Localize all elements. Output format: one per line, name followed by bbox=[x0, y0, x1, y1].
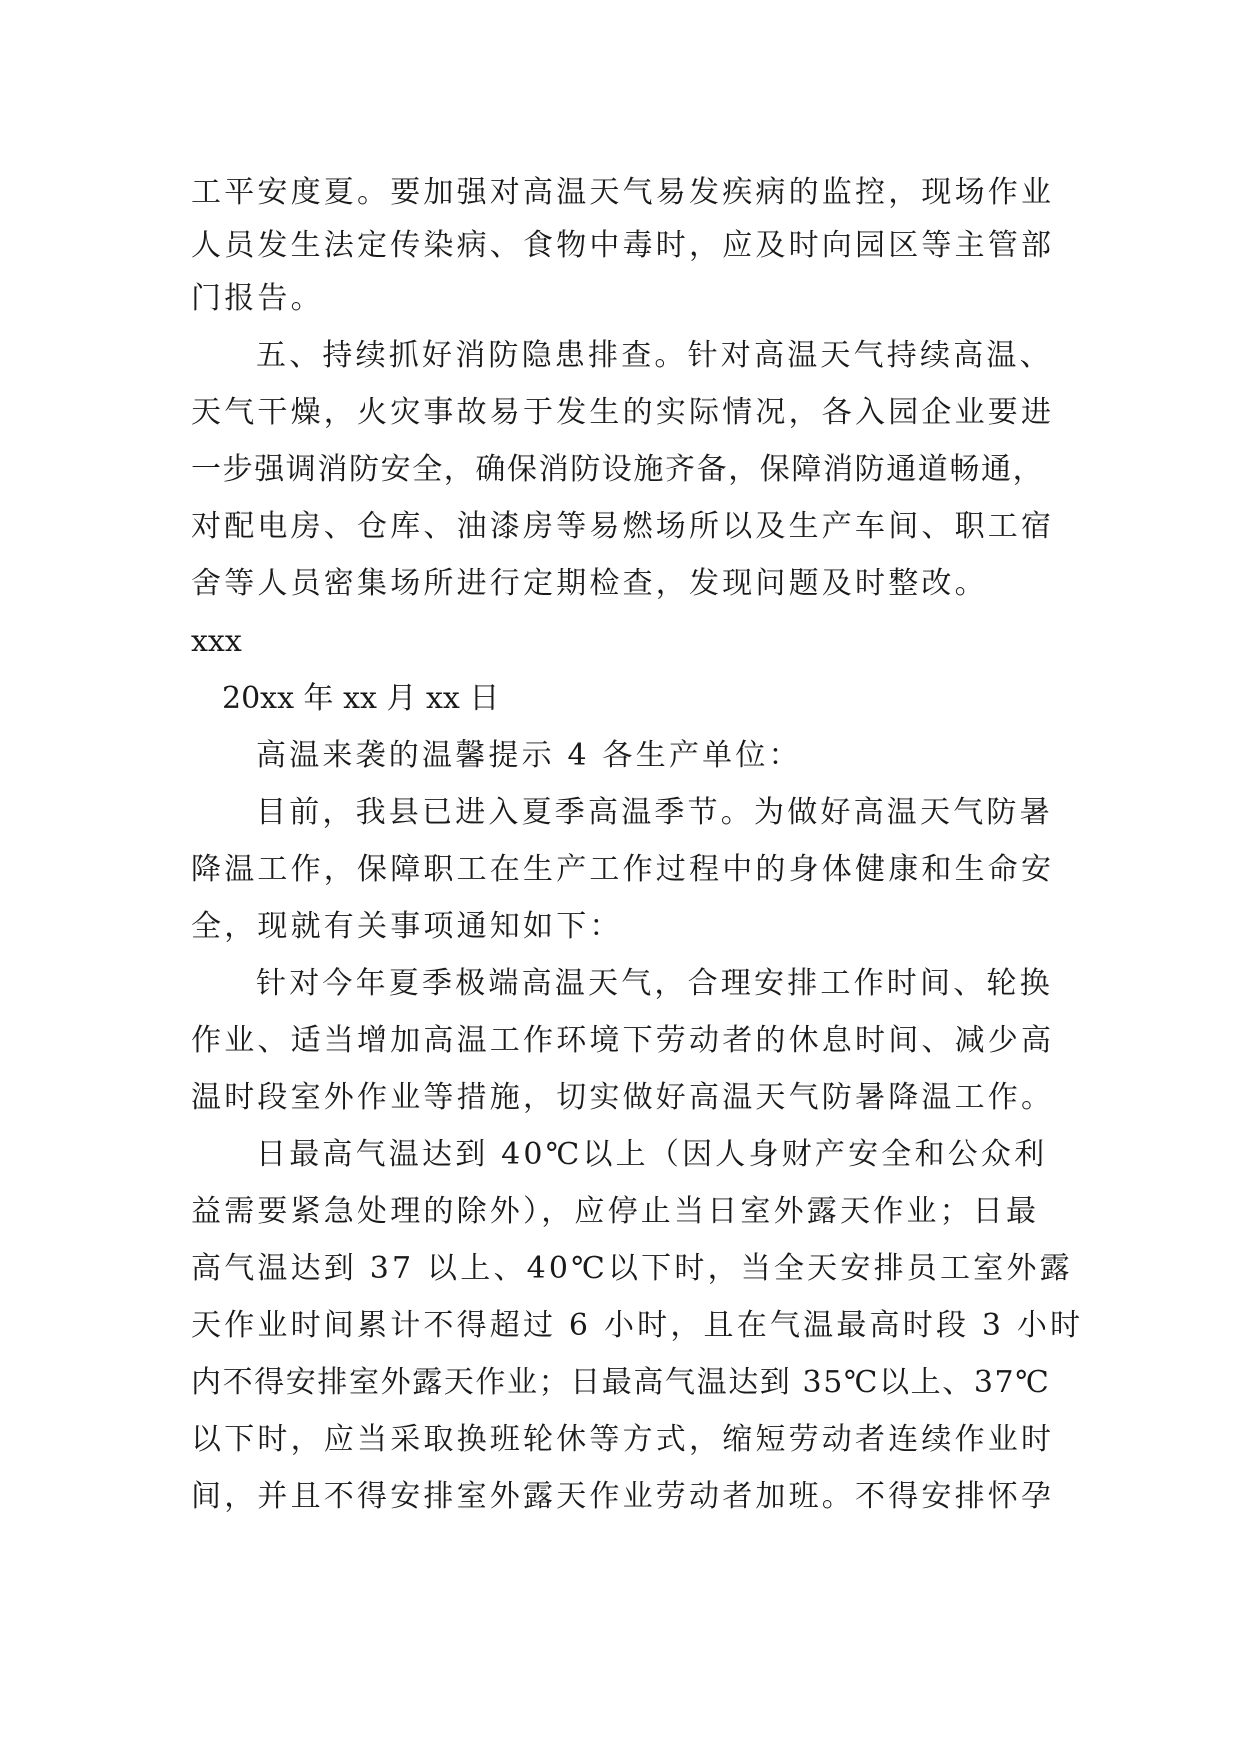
text-line: 日最高气温达到 40℃以上（因人身财产安全和公众利 bbox=[256, 1137, 1048, 1172]
text-line: 以下时，应当采取换班轮休等方式，缩短劳动者连续作业时 bbox=[191, 1422, 1055, 1457]
text-line: 全，现就有关事项通知如下： bbox=[191, 909, 623, 944]
text-line: 高气温达到 37 以上、40℃以下时，当全天安排员工室外露 bbox=[191, 1251, 1073, 1286]
text-line: 降温工作，保障职工在生产工作过程中的身体健康和生命安 bbox=[191, 852, 1055, 887]
text-line: 温时段室外作业等措施，切实做好高温天气防暑降温工作。 bbox=[191, 1080, 1055, 1115]
text-line: 天气干燥，火灾事故易于发生的实际情况，各入园企业要进 bbox=[191, 395, 1055, 430]
signature-name: xxx bbox=[191, 624, 242, 659]
text-line: 门报告。 bbox=[191, 281, 324, 316]
text-line: 益需要紧急处理的除外），应停止当日室外露天作业；日最 bbox=[191, 1194, 1040, 1229]
text-line: 高温来袭的温馨提示 4 各生产单位： bbox=[256, 738, 802, 773]
text-line: 工平安度夏。要加强对高温天气易发疾病的监控，现场作业 bbox=[191, 175, 1055, 210]
text-line: 一步强调消防安全，确保消防设施齐备，保障消防通道畅通， bbox=[191, 452, 1045, 487]
text-line: 天作业时间累计不得超过 6 小时，且在气温最高时段 3 小时 bbox=[191, 1308, 1084, 1343]
text-line: 对配电房、仓库、油漆房等易燃场所以及生产车间、职工宿 bbox=[191, 509, 1055, 544]
text-line: 舍等人员密集场所进行定期检查，发现问题及时整改。 bbox=[191, 566, 988, 601]
text-line: 针对今年夏季极端高温天气，合理安排工作时间、轮换 bbox=[256, 966, 1053, 1001]
text-line: 目前，我县已进入夏季高温季节。为做好高温天气防暑 bbox=[256, 795, 1053, 830]
text-line: 内不得安排室外露天作业；日最高气温达到 35℃以上、37℃ bbox=[191, 1365, 1051, 1400]
text-line: 间，并且不得安排室外露天作业劳动者加班。不得安排怀孕 bbox=[191, 1479, 1055, 1514]
text-line: 作业、适当增加高温工作环境下劳动者的休息时间、减少高 bbox=[191, 1023, 1055, 1058]
text-line: 人员发生法定传染病、食物中毒时，应及时向园区等主管部 bbox=[191, 228, 1055, 263]
text-line: 五、持续抓好消防隐患排查。针对高温天气持续高温、 bbox=[256, 338, 1053, 373]
signature-date: 20xx 年 xx 月 xx 日 bbox=[222, 681, 500, 716]
